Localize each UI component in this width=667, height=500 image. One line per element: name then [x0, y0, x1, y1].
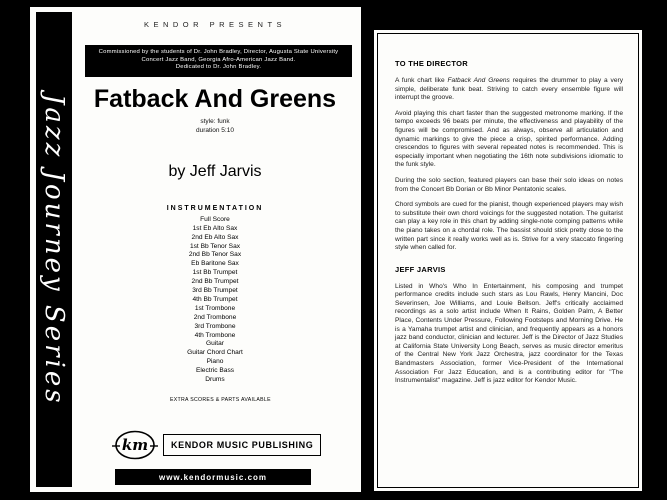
kendor-logo-icon [112, 425, 158, 465]
instrument-item: 1st Trombone [194, 304, 236, 312]
instrument-item: Eb Baritone Sax [191, 260, 239, 268]
instrument-item: 2nd Bb Tenor Sax [188, 251, 242, 259]
bio-heading: JEFF JARVIS [395, 264, 446, 274]
cover-content [72, 7, 358, 492]
instrument-item: Electric Bass [195, 367, 235, 375]
instrumentation-heading: INSTRUMENTATION [166, 204, 264, 212]
bio-paragraph: Listed in Who's Who In Entertainment, his composing and trumpet performance credits include such stars as Lou Rawls, Henry Mancini, Doc Severinsen, Joe Williams, and Louie Bellson. Jeff's critically acclaimed recordings as a solo artist include When It Rains, Golden Palm, A Better Place, Contents Under Pressure, Following Footsteps and Morning Drive. He is a Yamaha trumpet artist and clinician, and frequently appears as a honors jazz band conductor, clinician and lecturer. Jeff is the Director of Jazz Studies at California State University Long Beach, serves as music director emeritus of the Central New York Jazz Orchestra, jazz coordinator for the Texas Bandmasters Association, former Vice-President of the International Association For Jazz Education, and is a contributing editor for "The Instrumentalist" magazine. Jeff is jazz editor for Kendor Music. [395, 282, 623, 385]
piece-title: Fatback And Greens [93, 84, 337, 113]
instrument-item: 4th Bb Trumpet [192, 295, 238, 303]
commission-line: Dedicated to Dr. John Bradley. [175, 64, 262, 71]
kendor-presents-label: KENDOR PRESENTS [143, 20, 287, 29]
extra-parts-note: EXTRA SCORES & PARTS AVAILABLE [170, 397, 271, 403]
instrument-item: Piano [206, 358, 224, 366]
instrument-item: 4th Trombone [194, 331, 236, 339]
instrument-item: 2nd Bb Trumpet [191, 278, 239, 286]
notes-page [374, 30, 642, 491]
publisher-name: KENDOR MUSIC PUBLISHING [163, 434, 321, 456]
commission-bar [85, 45, 352, 77]
instrument-item: 2nd Eb Alto Sax [191, 233, 239, 241]
style-line: style: funk [200, 117, 230, 125]
director-paragraph-4: Chord symbols are cued for the pianist, though experienced players may wish to substitute their own chord voicings for the suggested notation. The guitarist can play a key role in this chart by adding single-note comping patterns while the piano takes on a chordal role. The bassist should stick pretty close to the written part since it really works well as is. Strive for a very staccato fingering style when called for. [395, 201, 623, 252]
director-paragraph-1 [395, 77, 623, 103]
series-title: Jazz Journey Series [39, 93, 69, 406]
paragraph-text: A funk chart like [395, 77, 448, 84]
director-paragraph-2: Avoid playing this chart faster than the suggested metronome marking. If the tempo exceeds 96 beats per minute, the effectiveness and playability of the figures will be compromised. And as always, observe all articulation and dynamic markings to give the piece a crisp, spirited performance. Adding crescendos to figures with several repeated notes is recommended. This is especially important when negotiating the 16th note subdivisions idiomatic to the funk style. [395, 109, 623, 169]
instrument-item: 3rd Bb Trumpet [192, 287, 238, 295]
instrument-item: Guitar Chord Chart [187, 349, 243, 357]
instrument-item: 2nd Trombone [193, 313, 237, 321]
duration-line: duration 5:10 [196, 126, 234, 134]
director-heading: TO THE DIRECTOR [395, 59, 468, 68]
instrument-item: Guitar [206, 340, 224, 348]
instrument-item: 3rd Trombone [194, 322, 236, 330]
piece-title-inline: Fatback And Greens [447, 77, 510, 84]
director-paragraph-3: During the solo section, featured players can base their solo ideas on notes from the Concert Bb Dorian or Bb Minor Pentatonic scales. [395, 176, 623, 193]
notes-page-border [377, 33, 639, 488]
instrument-item: 1st Eb Alto Sax [192, 224, 238, 232]
composer-byline: by Jeff Jarvis [168, 162, 262, 180]
kendor-logo-monogram: km [121, 436, 149, 454]
piece-meta [72, 117, 358, 135]
cover-page [30, 7, 361, 492]
instrument-list [72, 216, 358, 385]
instrument-item: 1st Bb Trumpet [192, 269, 238, 277]
instrument-item: Drums [205, 376, 225, 384]
series-sidebar [36, 12, 72, 487]
website-url: www.kendormusic.com [158, 472, 268, 482]
instrument-item: Full Score [200, 215, 230, 223]
commission-line: Commissioned by the students of Dr. John Bradley, Director, Augusta State University [98, 49, 339, 55]
paragraph-text: requires the drummer to play a very simple, deliberate funk beat. Striving to catch every ensemble figure will interrupt the groove. [395, 77, 623, 102]
instrument-item: 1st Bb Tenor Sax [189, 242, 241, 250]
publisher-block [112, 425, 321, 465]
website-bar [115, 469, 311, 485]
commission-line: Concert Jazz Band, Georgia Afro-American Jazz Band. [141, 56, 296, 63]
